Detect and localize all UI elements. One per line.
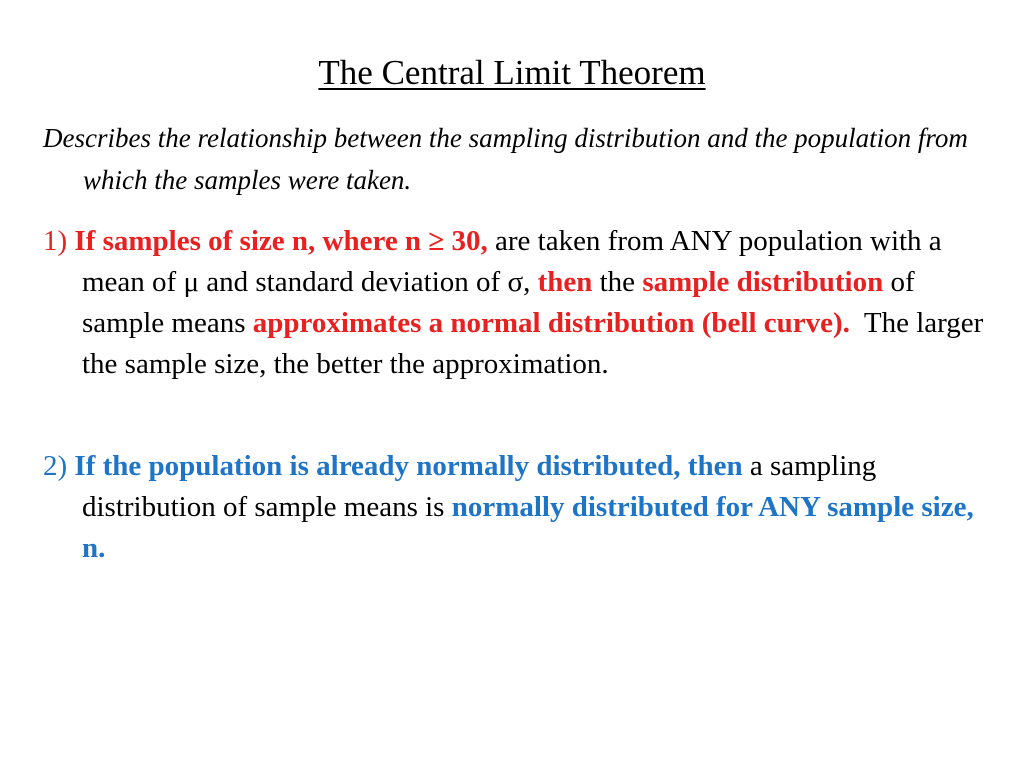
point-1-text-c: of sample means (82, 266, 915, 339)
point-1-text-a: are taken from ANY population with a mean of μ and standard deviation of σ, (82, 225, 942, 298)
point-2-condition: If the population is already normally distributed, then (74, 450, 743, 482)
point-1-then: then (537, 266, 593, 298)
slide-title (0, 50, 1024, 96)
point-1-sample-distribution: sample distribution (642, 266, 884, 298)
point-1-condition: If samples of size n, where n ≥ 30, (74, 225, 488, 257)
point-1-number: 1) (43, 225, 68, 257)
point-2 (43, 446, 1003, 569)
point-1-text-d: The larger the sample size, the better the approximation. (82, 307, 984, 380)
slide-title-text: The Central Limit Theorem (318, 53, 706, 92)
point-2-text: a sampling distribution of sample means is (82, 450, 877, 523)
point-2-conclusion: normally distributed for ANY sample size, n. (82, 491, 974, 564)
point-1-conclusion: approximates a normal distribution (bell curve). (252, 307, 850, 339)
point-1 (43, 221, 1003, 385)
point-2-number: 2) (43, 450, 68, 482)
point-1-text-b: the (592, 266, 643, 298)
intro-text: Describes the relationship between the sampling distribution and the population from which the samples were taken. (43, 123, 968, 195)
